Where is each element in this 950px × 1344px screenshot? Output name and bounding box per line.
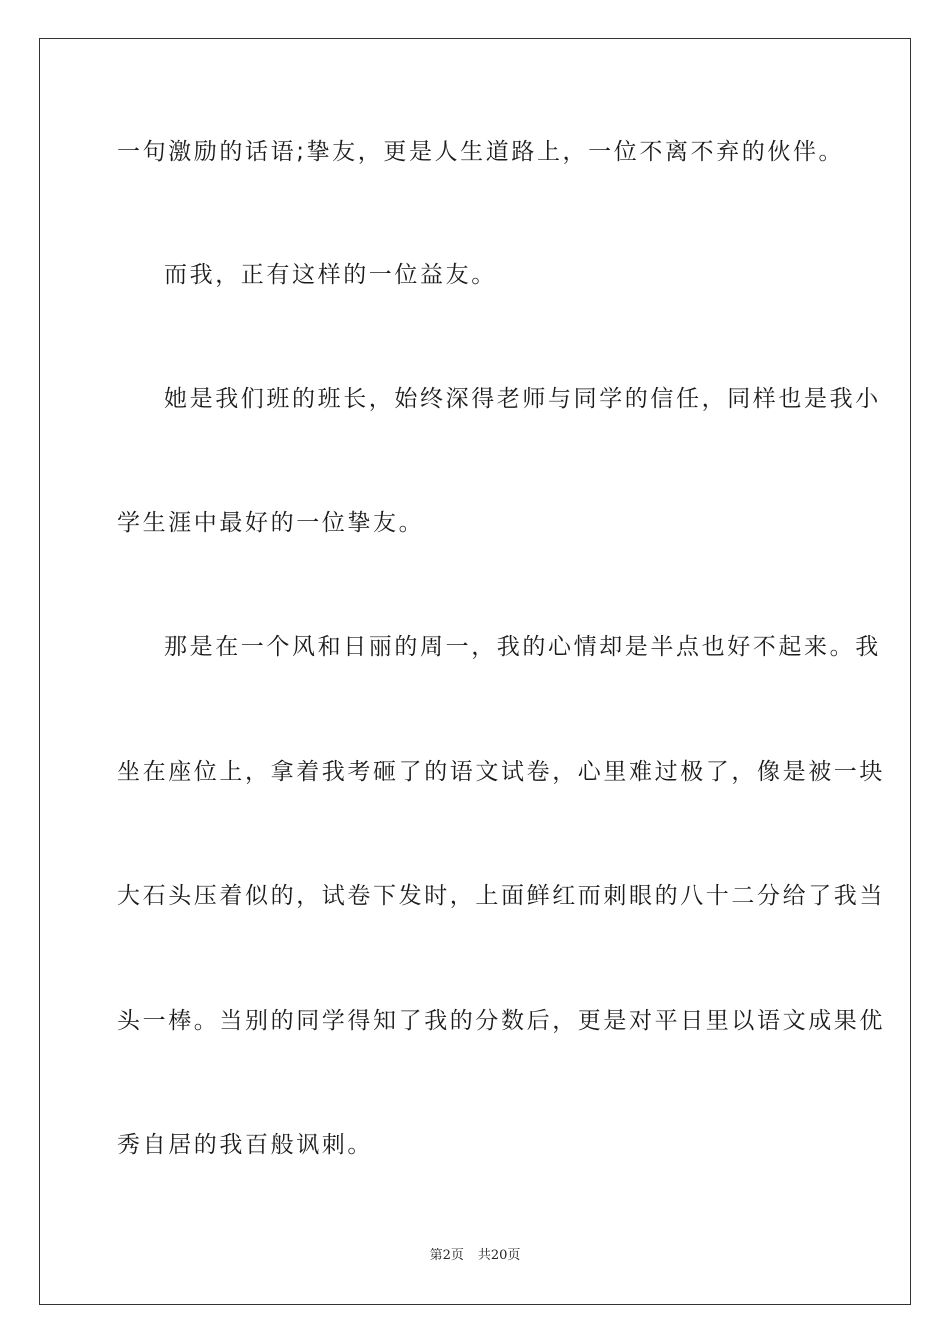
paragraph-line: 头一棒。当别的同学得知了我的分数后，更是对平日里以语文成果优 <box>117 1008 885 1034</box>
paragraph-line: 坐在座位上，拿着我考砸了的语文试卷，心里难过极了，像是被一块 <box>117 759 885 785</box>
paragraph-line: 大石头压着似的，试卷下发时，上面鲜红而刺眼的八十二分给了我当 <box>117 883 885 909</box>
paragraph-line: 她是我们班的班长，始终深得老师与同学的信任，同样也是我小 <box>164 386 881 412</box>
paragraph-line: 那是在一个风和日丽的周一，我的心情却是半点也好不起来。我 <box>164 634 881 660</box>
total-pages: 共20页 <box>477 1248 521 1263</box>
paragraph-line: 秀自居的我百般讽刺。 <box>117 1132 373 1158</box>
page-frame <box>39 38 911 1305</box>
page-number: 第2页 <box>429 1248 464 1263</box>
paragraph-line: 而我，正有这样的一位益友。 <box>164 262 497 288</box>
page-footer <box>0 1247 950 1265</box>
paragraph-line: 一句激励的话语;挚友，更是人生道路上，一位不离不弃的伙伴。 <box>117 139 845 165</box>
paragraph-line: 学生涯中最好的一位挚友。 <box>117 510 425 536</box>
